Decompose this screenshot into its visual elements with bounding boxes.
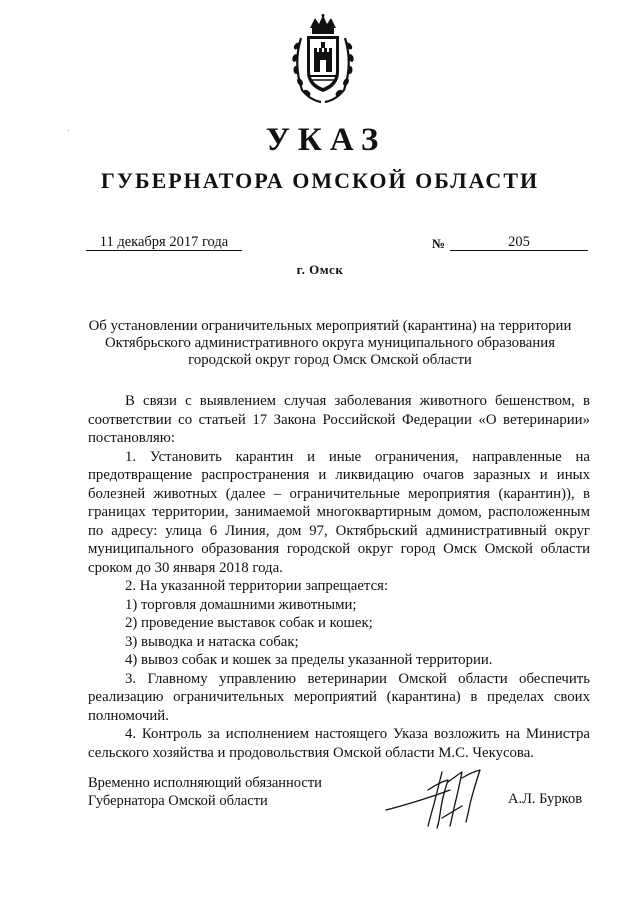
subject-line: Октябрьского административного округа муниципального образования (104, 335, 555, 351)
decree-number: 205 (450, 234, 588, 251)
decree-number-label: № (432, 236, 446, 251)
clause-2-item: 2) проведение выставок собак и кошек; (125, 615, 373, 631)
clause-2-item: 1) торговля домашними животными; (125, 596, 357, 613)
decree-title: УКАЗ (265, 122, 387, 158)
clause-2-paragraph: 2. На указанной территории запрещается: (125, 578, 389, 594)
preamble-paragraph: В связи с выявлением случая заболевания животного бешенством, в соответствии со статьей 17 Закона Российской Федерации «О ветеринарии» постановляю: (88, 393, 590, 446)
signer-name: А.Л. Бурков (508, 791, 583, 807)
clause-1-paragraph: 1. Установить карантин и иные ограничения, направленные на предотвращение распространения и ликвидацию очагов заразных и иных болезней животных (далее – ограничительные мероприятия (карантин)), в границах территории, занимаемой многоквартирным домом, расположенным по адресу: улица 6 Линия, дом 97, Октябрьский административный округ муниципального образования городской округ город Омск Омской области сроком до 30 января 2018 года. (88, 448, 590, 576)
omsk-region-coat-of-arms-icon (288, 14, 358, 106)
handwritten-signature (382, 768, 497, 838)
decree-issuer: ГУБЕРНАТОРА ОМСКОЙ ОБЛАСТИ (100, 168, 540, 193)
decree-date: 11 декабря 2017 года (86, 234, 242, 251)
clause-2-item: 3) выводка и натаска собак; (125, 633, 299, 650)
clause-4-paragraph: 4. Контроль за исполнением настоящего Указа возложить на Министра сельского хозяйства и продовольствия Омской области М.С. Чекусова. (88, 726, 590, 761)
clause-2-item: 4) вывоз собак и кошек за пределы указанной территории. (125, 652, 493, 668)
subject-line: Об установлении ограничительных мероприятий (карантина) на территории (88, 318, 572, 334)
subject-line: городской округ город Омск Омской области (188, 352, 472, 368)
clause-3-paragraph: 3. Главному управлению ветеринарии Омской области обеспечить реализацию ограничительных мероприятий (карантина) в пределах своих полномочий. (88, 670, 590, 724)
signer-position-line: Губернатора Омской области (88, 793, 268, 809)
decree-city: г. Омск (296, 262, 344, 277)
decree-subject (80, 318, 580, 369)
signer-position (88, 774, 322, 810)
signer-position-line: Временно исполняющий обязанности (88, 775, 322, 791)
decree-body (88, 392, 590, 762)
